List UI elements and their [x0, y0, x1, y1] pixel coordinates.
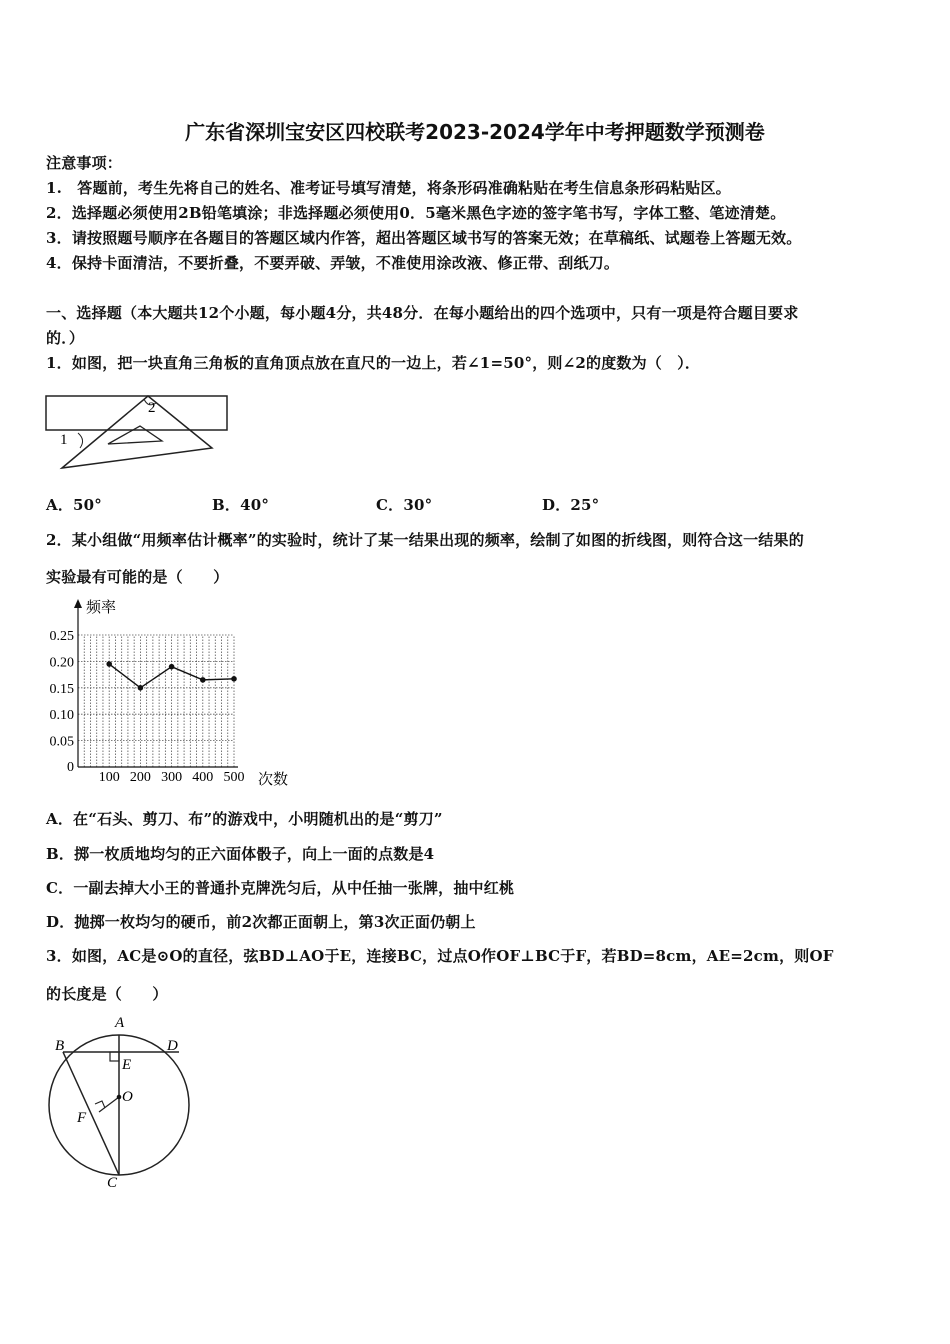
right-angle-mark-e	[110, 1052, 119, 1061]
right-angle-mark-f	[95, 1101, 105, 1108]
section-heading-cont: 的．）	[46, 329, 85, 347]
y-tick-label: 0.20	[49, 655, 74, 671]
q1-option-c: C．30°	[376, 496, 433, 514]
y-tick-label: 0.25	[49, 629, 74, 644]
triangle-outer	[62, 396, 212, 468]
label-o: O	[122, 1089, 133, 1105]
page-title: 广东省深圳宝安区四校联考2023-2024学年中考押题数学预测卷	[185, 120, 765, 144]
q3-stem: 3．如图，AC是⊙O的直径，弦BD⊥AO于E，连接BC，过点O作OF⊥BC于F，若BD=8cm，AE=2cm，则OF	[46, 947, 834, 965]
triangle-inner	[108, 426, 162, 444]
center-point-o	[117, 1095, 122, 1100]
y-tick-label: 0	[67, 760, 74, 775]
label-d: D	[167, 1038, 178, 1054]
x-tick-label: 400	[192, 770, 214, 785]
notice-item: 3．请按照题号顺序在各题目的答题区域内作答，超出答题区域书写的答案无效；在草稿纸、试题卷上答题无效。	[46, 229, 802, 247]
x-tick-label: 100	[98, 770, 120, 785]
q2-option-b: B．掷一枚质地均匀的正六面体骰子，向上一面的点数是4	[46, 845, 435, 863]
data-point	[231, 676, 237, 682]
x-tick-label: 500	[223, 770, 245, 785]
data-point	[106, 661, 112, 667]
section-heading: 一、选择题（本大题共12个小题，每小题4分，共48分．在每小题给出的四个选项中，只有一项是符合题目要求	[46, 304, 799, 322]
q3-stem-cont: 的长度是（ ）	[46, 985, 168, 1003]
ruler	[46, 396, 227, 430]
angle-1-label: 1	[60, 432, 68, 448]
x-tick-label: 200	[129, 770, 151, 785]
x-tick-label: 300	[161, 770, 183, 785]
data-point	[169, 664, 175, 670]
q2-option-c: C．一副去掉大小王的普通扑克牌洗匀后，从中任抽一张牌，抽中红桃	[46, 879, 515, 897]
notice-item: 1. 答题前，考生先将自己的姓名、准考证号填写清楚，将条形码准确粘贴在考生信息条形码粘贴区。	[46, 179, 731, 197]
q2-frequency-line-chart	[36, 595, 306, 790]
notice-item: 2．选择题必须使用2B铅笔填涂；非选择题必须使用0．5毫米黑色字迹的签字笔书写，字体工整、笔迹清楚。	[46, 204, 786, 222]
notice-heading: 注意事项：	[46, 154, 123, 172]
q2-option-d: D．抛掷一枚均匀的硬币，前2次都正面朝上，第3次正面仍朝上	[46, 913, 476, 931]
q2-stem-cont: 实验最有可能的是（ ）	[46, 568, 229, 586]
y-tick-label: 0.15	[49, 681, 74, 697]
q2-stem: 2．某小组做“用频率估计概率”的实验时，统计了某一结果出现的频率，绘制了如图的折线图，则符合这一结果的	[46, 531, 804, 549]
q3-circle-geometry-figure	[40, 1008, 210, 1190]
q1-ruler-triangle-figure	[40, 388, 236, 472]
angle-1-arc	[78, 433, 83, 448]
y-axis-label: 频率	[86, 600, 117, 616]
segment-of	[99, 1097, 119, 1112]
q1-option-a: A．50°	[46, 496, 103, 514]
q1-option-d: D．25°	[542, 496, 600, 514]
data-point	[138, 685, 144, 691]
q1-option-b: B．40°	[212, 496, 270, 514]
angle-2-label: 2	[148, 400, 156, 416]
label-b: B	[55, 1038, 65, 1054]
y-tick-label: 0.05	[49, 734, 74, 750]
label-a: A	[115, 1015, 125, 1031]
label-c: C	[107, 1175, 118, 1190]
label-f: F	[77, 1110, 87, 1126]
data-point	[200, 677, 206, 683]
y-tick-label: 0.10	[49, 708, 74, 724]
q2-option-a: A．在“石头、剪刀、布”的游戏中，小明随机出的是“剪刀”	[46, 810, 443, 828]
q1-stem: 1．如图，把一块直角三角板的直角顶点放在直尺的一边上，若∠1=50°，则∠2的度数为（ ）．	[46, 354, 701, 372]
label-e: E	[122, 1057, 132, 1073]
x-axis-label: 次数	[258, 772, 289, 788]
notice-item: 4．保持卡面清洁，不要折叠，不要弄破、弄皱，不准使用涂改液、修正带、刮纸刀。	[46, 254, 620, 272]
y-axis-arrow	[74, 599, 82, 608]
